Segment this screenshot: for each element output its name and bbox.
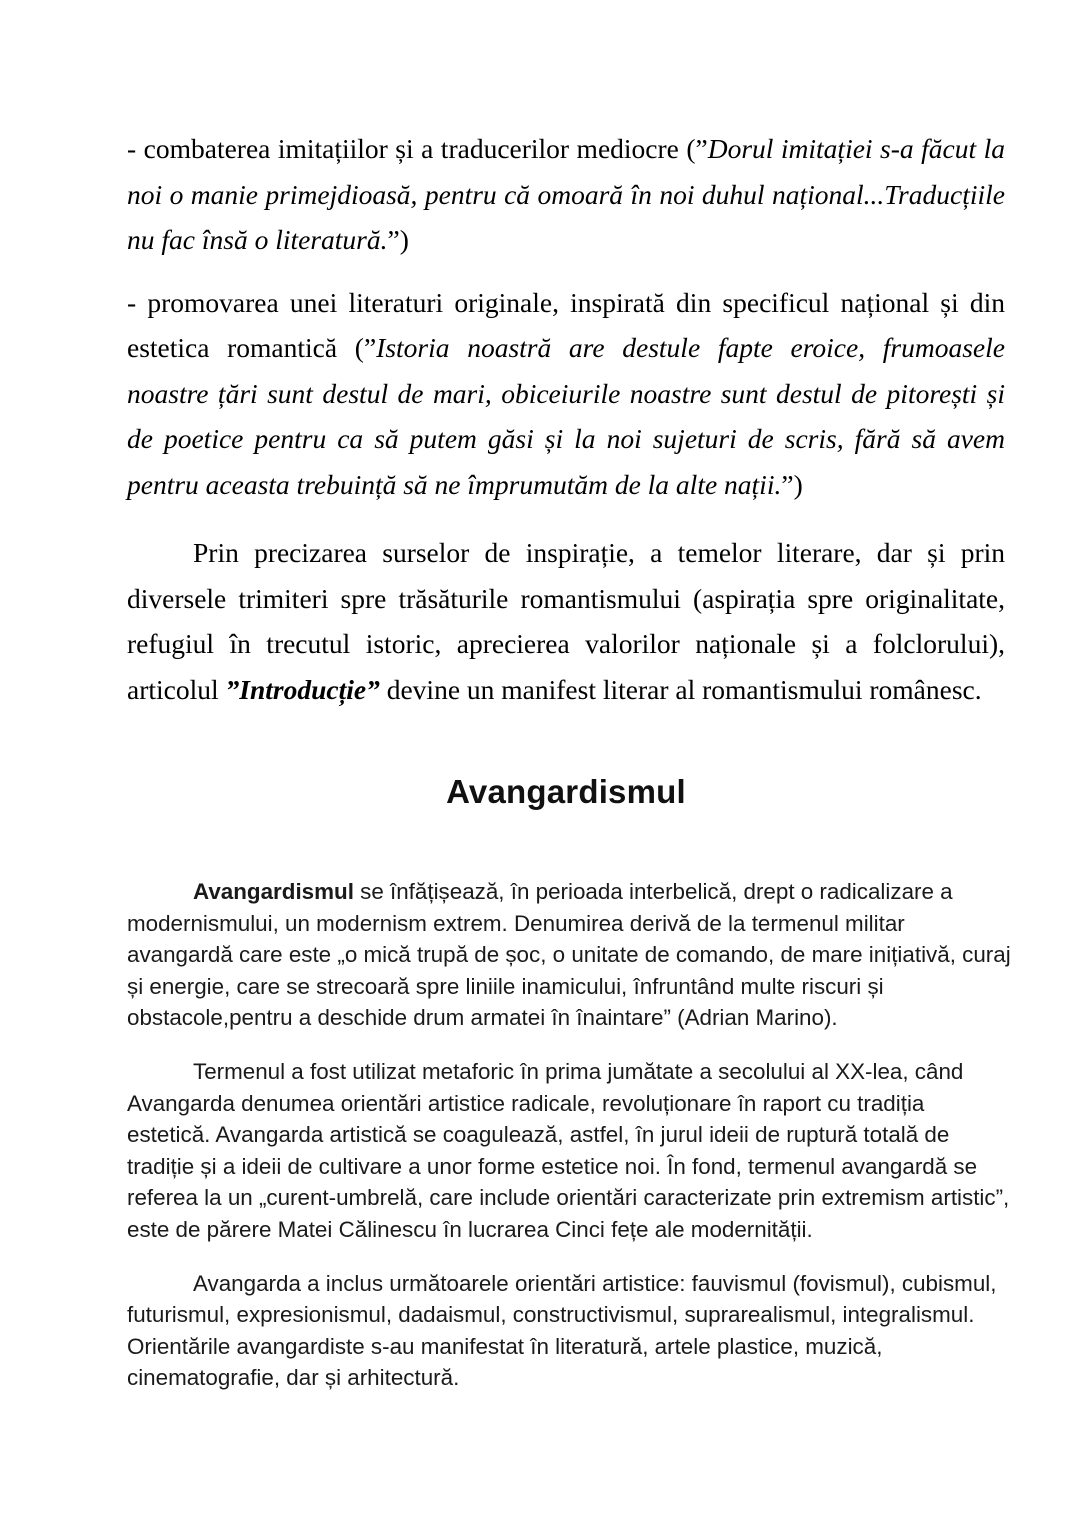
section-heading-avangardismul: Avangardismul (446, 773, 686, 811)
bullet-1-tail-text: ) (399, 224, 409, 255)
bullet-1-quoted-passage: Dorul imitației s-a făcut la noi o manie primejdioasă, pentru că omoară în noi duhul național...Traducțiile nu fac însă o literatură. (127, 133, 1005, 255)
bullet-2-quoted-passage: Istoria noastră are destule fapte eroice, frumoasele noastre țări sunt destul de mari, obiceiurile noastre sunt destul de pitorești și de poetice pentru ca să putem găsi și la noi sujeturi de scris, fără să avem pentru aceasta trebuință să ne împrumutăm de la alte nații. (127, 332, 1005, 500)
paragraph-2-body: Termenul a fost utilizat metaforic în prima jumătate a secolului al XX-lea, când Avangarda denumea orientări artistice radicale, revoluționare în raport cu tradiția estetică. Avangarda artistică se coagulează, astfel, în jurul ideii de ruptură totală de tradiție și a ideii de cultivare a unor forme estetice noi. În fond, termenul avangardă se referea la un „curent-umbrelă, care include orientări caracterizate prin extremism artistic”, este de părere Matei Călinescu în lucrarea Cinci fețe ale modernității. (127, 1058, 1010, 1242)
bullet-2-quote-open: ” (363, 332, 377, 363)
paragraph-1-body: se înfățișează, în perioada interbelică, drept o radicalizare a modernismului, un modernism extrem. Denumirea derivă de la termenul militar avangardă care este „o mică trupă de șoc, o unitate de comando, de mare inițiativă, curaj și energie, care se strecoară spre liniile inamicului, înfruntând multe riscuri și obstacole,pentru a deschide drum armatei în înaintare” (Adrian Marino). (127, 879, 1011, 1031)
bullet-2-tail-text: ) (793, 468, 803, 500)
paragraph-3-part-2: devine un manifest literar al romantismului românesc. (379, 673, 982, 705)
bullet-2-lead-text: - promovarea unei literaturi originale, inspirată din specificul național și din estetica romantică ( (127, 286, 1005, 363)
paragraph-avangarda-movements-list (127, 1268, 1012, 1394)
lower-sans-text-block (127, 876, 1012, 1394)
paragraph-3-article-title-emphasis: ”Introducție” (225, 673, 380, 705)
bullet-1-quote-close: ” (387, 224, 400, 255)
paragraph-3-body: Avangarda a inclus următoarele orientări artistice: fauvismul (fovismul), cubismul, futurismul, expresionismul, dadaismul, constructivismul, suprarealismul, integralismul. Orientările avangardiste s-au manifestat în literatură, artele plastice, muzică, cinematografie, dar și arhitectură. (127, 1270, 997, 1391)
paragraph-romantic-manifesto (127, 530, 1005, 712)
paragraph-3-part-1: Prin precizarea surselor de inspirație, a temelor literare, dar și prin diversele trimiteri spre trăsăturile romantismului (aspirația spre originalitate, refugiul în trecutul istoric, aprecierea valorilor naționale și a folclorului), articolul (127, 537, 1005, 705)
bullet-paragraph-original-literature (127, 280, 1005, 508)
upper-serif-text-block (127, 126, 1005, 729)
bullet-2-quote-close: ” (781, 468, 794, 500)
bullet-1-quote-open: ” (695, 133, 708, 164)
paragraph-metaphoric-usage (127, 1056, 1012, 1246)
paragraph-avangardismul-definition (127, 876, 1012, 1034)
paragraph-1-bold-lead: Avangardismul (193, 879, 354, 904)
bullet-paragraph-imitations (127, 126, 1005, 263)
bullet-1-lead-text: - combaterea imitațiilor și a traducerilor mediocre ( (127, 133, 696, 164)
